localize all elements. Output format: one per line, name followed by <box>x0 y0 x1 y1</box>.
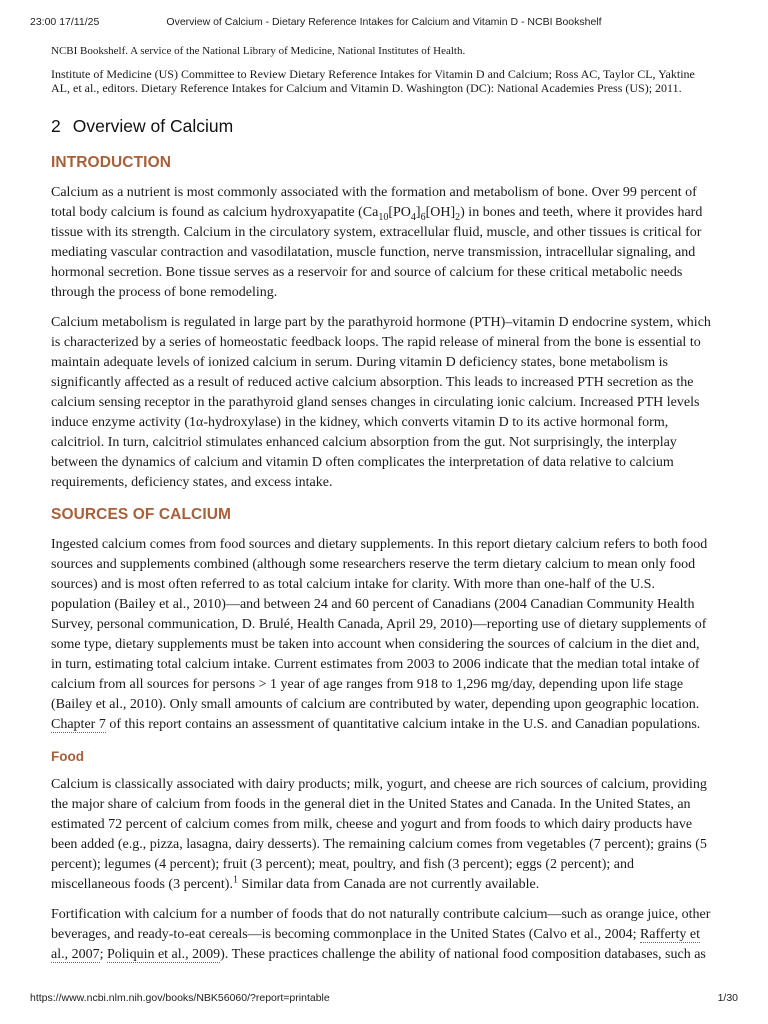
page-url: https://www.ncbi.nlm.nih.gov/books/NBK56060/?report=printable <box>30 992 330 1004</box>
intro-paragraph-2: Calcium metabolism is regulated in large part by the parathyroid hormone (PTH)–vitamin D endocrine system, which is characterized by a series of homeostatic feedback loops. The rapid release of mineral from the bone is essential to maintain adequate levels of ionized calcium in serum. During vitamin D deficiency states, bone metabolism is significantly affected as a result of reduced active calcium absorption. This leads to increased PTH secretion as the calcium sensing receptor in the parathyroid gland senses changes in circulating ionic calcium. Increased PTH levels induce enzyme activity (1α-hydroxylase) in the kidney, which converts vitamin D to its active hormonal form, calcitriol. In turn, calcitriol stimulates enhanced calcium absorption from the gut. Not surprisingly, the interplay between the dynamics of calcium and vitamin D often complicates the interpretation of data relative to calcium requirements, deficiency states, and excess intake. <box>51 315 711 490</box>
print-title: Overview of Calcium - Dietary Reference Intakes for Calcium and Vitamin D - NCBI Bookshelf <box>166 16 602 28</box>
food-paragraph-1: Calcium is classically associated with dairy products; milk, yogurt, and cheese are rich sources of calcium, providing the major share of calcium from foods in the general diet in the United States and Canada. In the United States, an estimated 72 percent of calcium comes from milk, cheese and yogurt and from foods to which dairy products have been added (e.g., pizza, lasagna, dairy desserts). The remaining calcium comes from vegetables (7 percent); grains (5 percent); legumes (4 percent); fruit (3 percent); meat, poultry, and fish (3 percent); eggs (2 percent); and miscellaneous foods (3 percent).$^1$ Similar data from Canada are not currently available. <box>51 777 707 892</box>
chapter-7-link[interactable]: Chapter 7 <box>51 717 106 732</box>
page-number: 1/30 <box>717 992 738 1004</box>
citation: Institute of Medicine (US) Committee to Review Dietary Reference Intakes for Vitamin D and Calcium; Ross AC, Taylor CL, Yaktine AL, et al., editors. Dietary Reference Intakes for Calcium and Vitamin D. Washington (DC): National Academies Press (US); 2011. <box>51 67 695 95</box>
chapter-title-text: Overview of Calcium <box>72 116 234 136</box>
document-body <box>51 44 711 975</box>
intro-paragraph-1: Calcium as a nutrient is most commonly associated with the formation and metabolism of bone. Over 99 percent of total body calcium is found as calcium hydroxyapatite $(Ca_{10}[PO_4]_6[OH]_2)$ in bones and teeth, where it provides hard tissue with its strength. Calcium in the circulatory system, extracellular fluid, muscle, and other tissues is critical for mediating vascular contraction and vasodilatation, muscle function, nerve transmission, intracellular signaling, and hormonal secretion. Bone tissue serves as a reservoir for and source of calcium for these critical metabolic needs through the process of bone remodeling. <box>51 185 703 300</box>
print-footer <box>0 992 768 1006</box>
print-datetime: 23:00 17/11/25 <box>30 16 100 28</box>
subsection-heading-food: Food <box>51 749 84 764</box>
chapter-title <box>51 115 711 137</box>
ref-poliquin-2009-link[interactable]: Poliquin et al., 2009 <box>107 947 221 962</box>
print-header <box>0 16 768 30</box>
food-paragraph-2: Fortification with calcium for a number of foods that do not naturally contribute calcium—such as orange juice, other beverages, and ready-to-eat cereals—is becoming commonplace in the United States (Calvo et al., 2004; Rafferty et al., 2007; Poliquin et al., 2009). These practices challenge the ability of national food composition databases, such as <box>51 907 711 962</box>
footnote-1-link[interactable]: 1 <box>232 874 238 886</box>
ncbi-notice: NCBI Bookshelf. A service of the National Library of Medicine, National Institutes of Health. <box>51 45 466 57</box>
chapter-number: 2 <box>51 116 61 136</box>
section-heading-sources: SOURCES OF CALCIUM <box>51 506 232 523</box>
ref-rafferty-2007-link[interactable]: Rafferty et al., 2007 <box>51 927 700 962</box>
section-heading-introduction: INTRODUCTION <box>51 154 172 171</box>
sources-paragraph-1: Ingested calcium comes from food sources and dietary supplements. In this report dietary calcium refers to both food sources and supplements combined (although some researchers reserve the term dietary calcium to mean only food sources) and is most often referred to as total calcium intake for clarity. With more than one-half of the U.S. population (Bailey et al., 2010)—and between 24 and 60 percent of Canadians (2004 Canadian Community Health Survey, personal communication, D. Brulé, Health Canada, April 29, 2010)—reporting use of dietary supplements of some type, dietary supplements must be taken into account when considering the sources of calcium in the diet and, in turn, estimating total calcium intake. Current estimates from 2003 to 2006 indicate that the median total intake of calcium from all sources for persons > 1 year of age ranges from 918 to 1,296 mg/day, depending upon life stage (Bailey et al., 2010). Only small amounts of calcium are contributed by water, depending upon geographic location. Chapter 7 of this report contains an assessment of quantitative calcium intake in the U.S. and Canadian populations. <box>51 537 708 732</box>
